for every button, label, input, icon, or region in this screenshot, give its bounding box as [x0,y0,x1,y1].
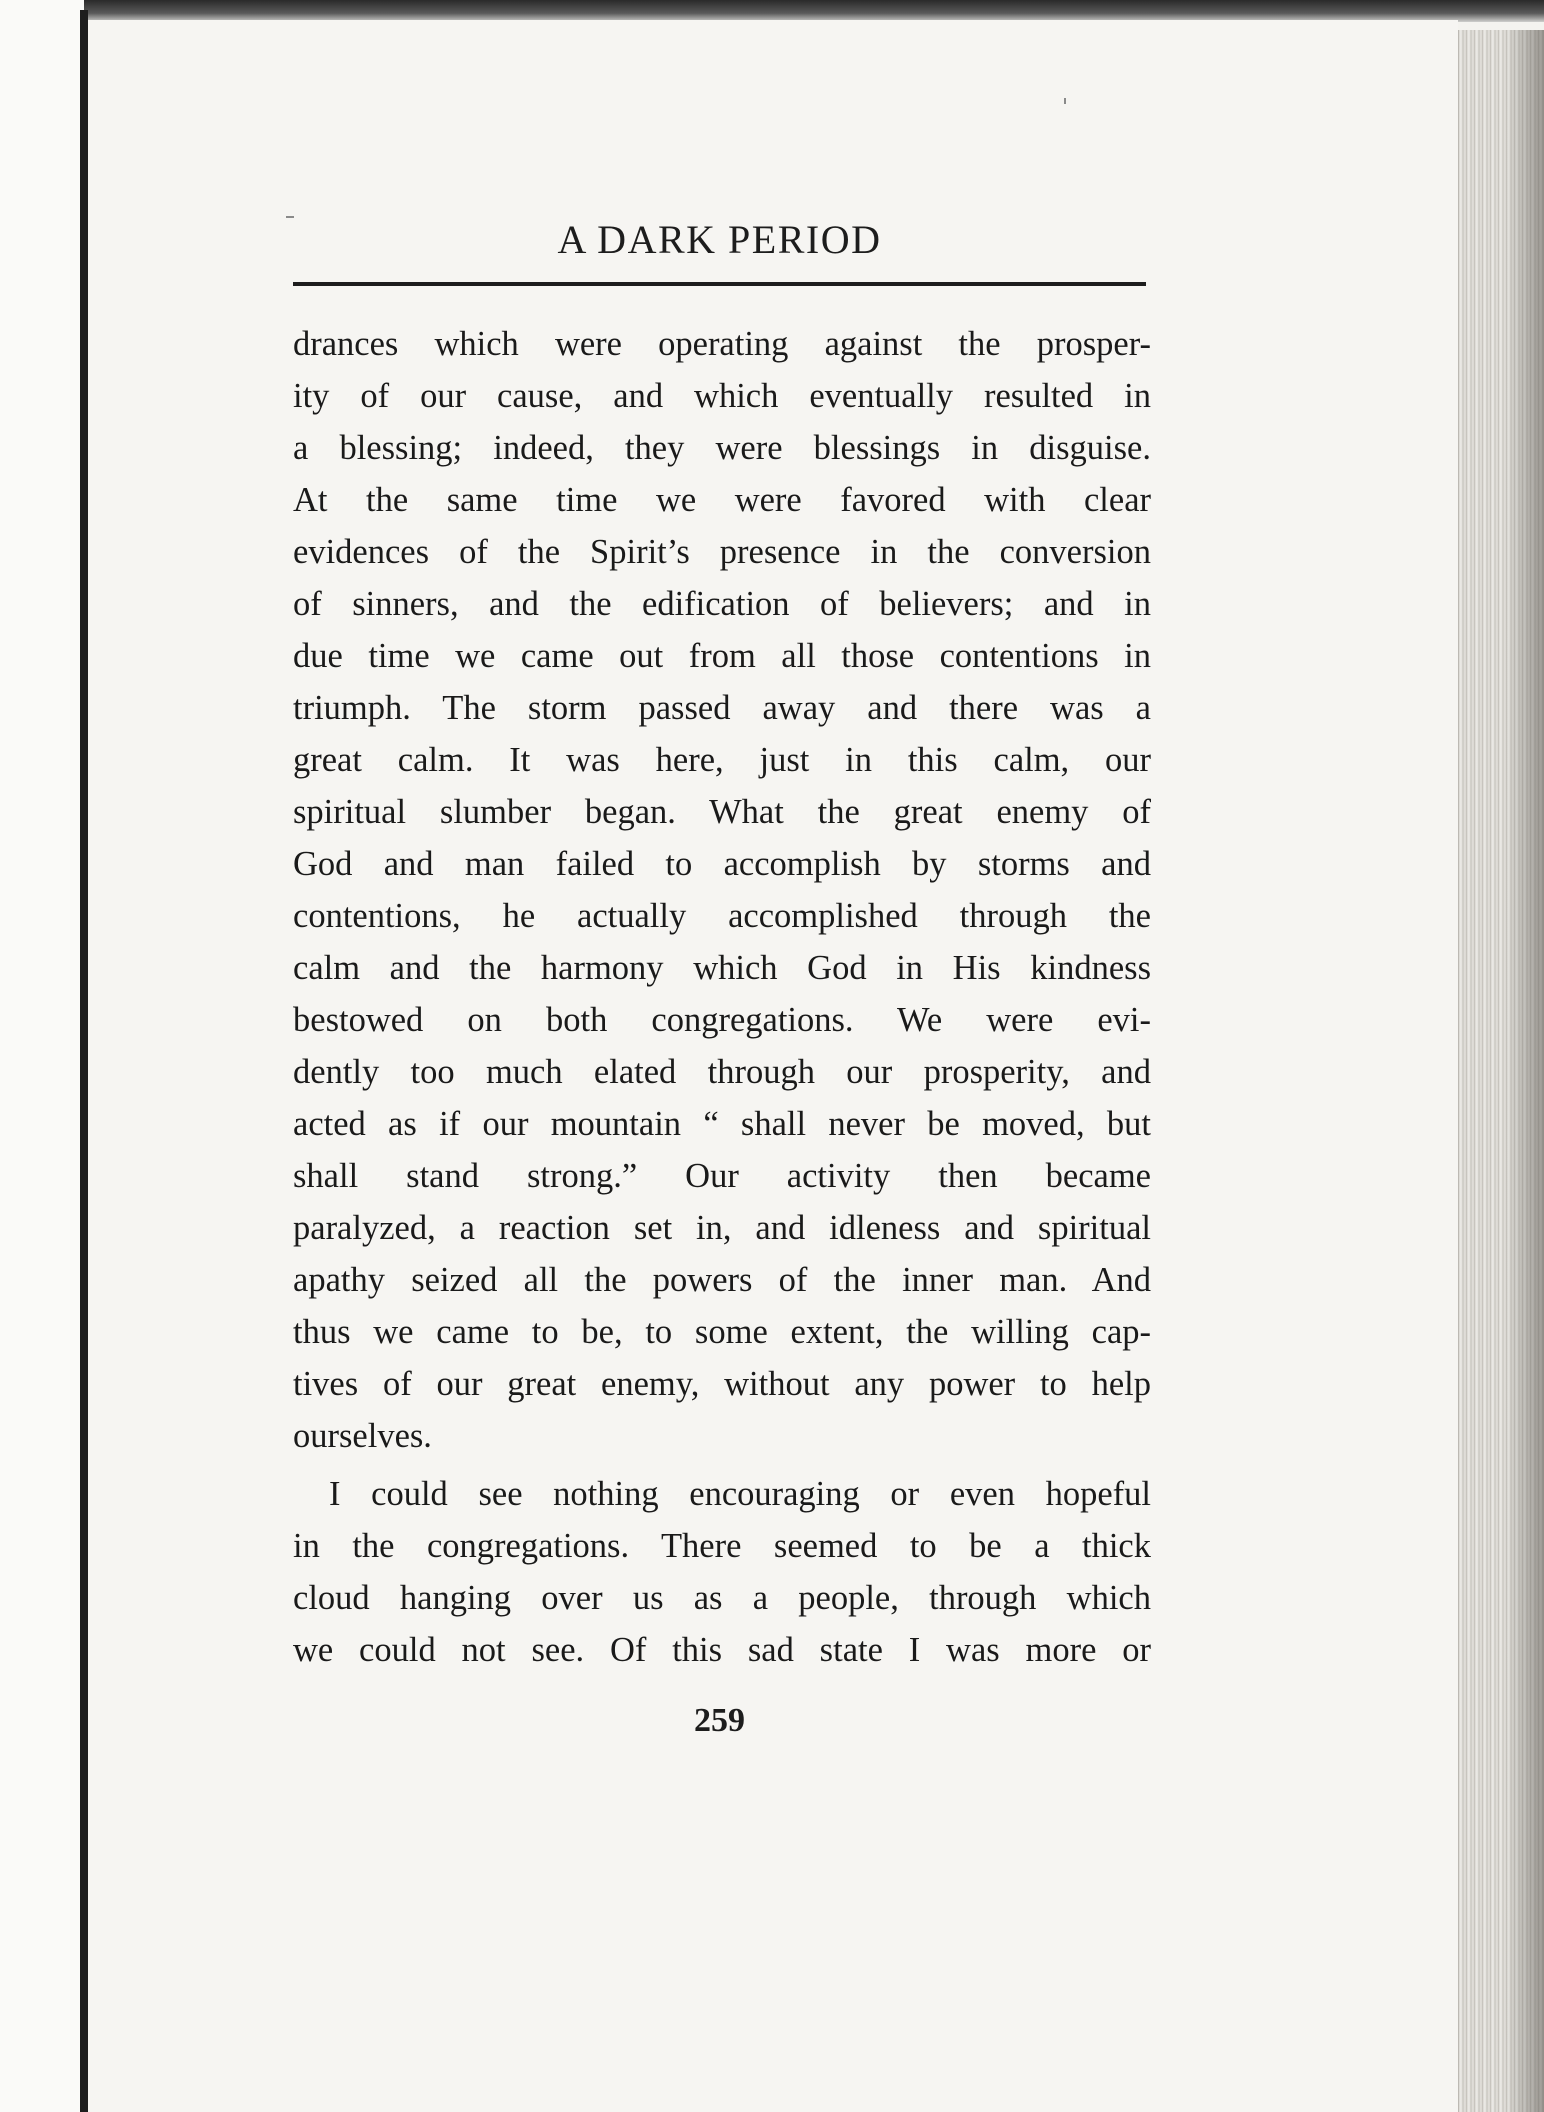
text-line: At the same time we were favored with clear [293,481,1151,519]
text-line: dently too much elated through our prosperity, and [293,1053,1151,1091]
paragraph [293,318,1151,1462]
text-line: calm and the harmony which God in His kindness [293,949,1151,987]
text-line: great calm. It was here, just in this calm, our [293,741,1151,779]
text-line: apathy seized all the powers of the inner man. And [293,1261,1151,1299]
text-line: ourselves. [293,1417,432,1455]
text-line: cloud hanging over us as a people, through which [293,1579,1151,1617]
text-line: thus we came to be, to some extent, the willing cap- [293,1313,1151,1351]
running-head: A DARK PERIOD [557,217,882,262]
scan-top-edge [0,0,1544,22]
page-fore-edge [1458,30,1544,2112]
text-line: tives of our great enemy, without any power to help [293,1365,1151,1403]
book-gutter-line [80,10,88,2112]
text-line: spiritual slumber began. What the great enemy of [293,793,1151,831]
text-line: acted as if our mountain “ shall never be moved, but [293,1105,1151,1143]
text-line: bestowed on both congregations. We were evi- [293,1001,1151,1039]
text-line: shall stand strong.” Our activity then became [293,1157,1151,1195]
text-line: we could not see. Of this sad state I was more or [293,1631,1151,1669]
paragraph [293,1468,1151,1676]
text-line: ity of our cause, and which eventually resulted in [293,377,1151,415]
header-rule [293,282,1146,286]
text-line: a blessing; indeed, they were blessings in disguise. [293,429,1151,467]
facing-page-margin [0,0,84,2112]
text-line: contentions, he actually accomplished through the [293,897,1151,935]
text-line: due time we came out from all those contentions in [293,637,1151,675]
text-line: drances which were operating against the prosper- [293,325,1151,363]
text-line: in the congregations. There seemed to be a thick [293,1527,1151,1565]
text-line: of sinners, and the edification of believers; and in [293,585,1151,623]
page-number: 259 [694,1702,745,1739]
text-line: paralyzed, a reaction set in, and idleness and spiritual [293,1209,1151,1247]
text-line: I could see nothing encouraging or even hopeful [329,1475,1151,1513]
text-line: God and man failed to accomplish by storms and [293,845,1151,883]
text-line: evidences of the Spirit’s presence in the conversion [293,533,1151,571]
text-line: triumph. The storm passed away and there was a [293,689,1151,727]
print-speck [1064,98,1066,104]
body-text [293,318,1151,1676]
